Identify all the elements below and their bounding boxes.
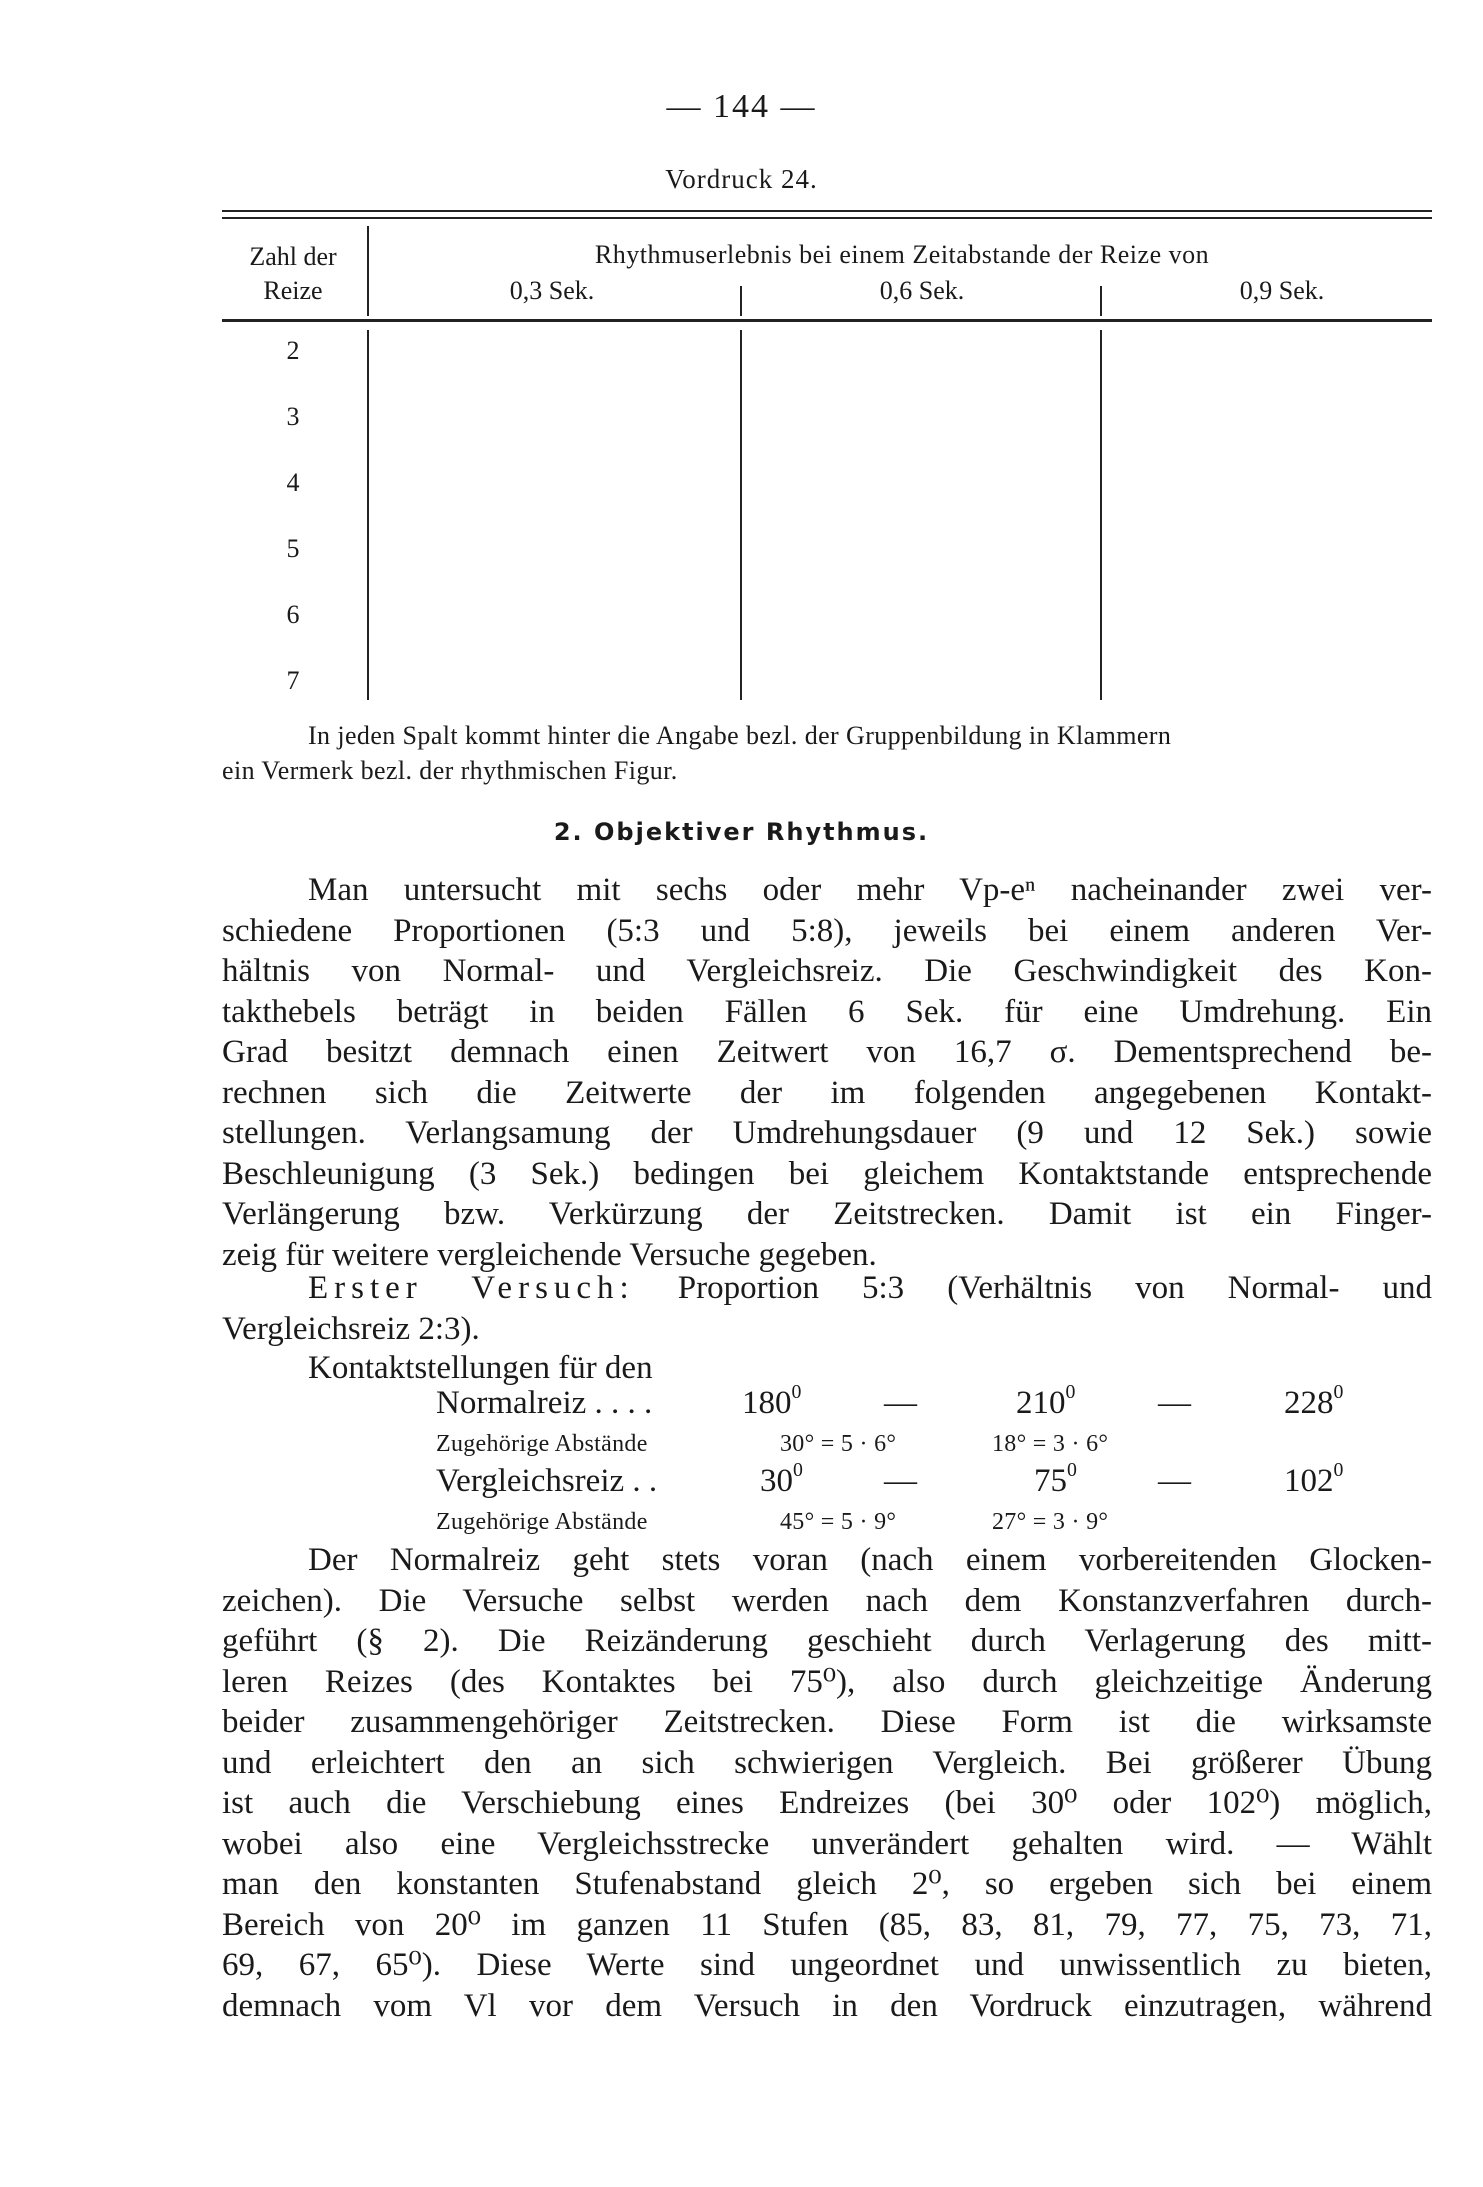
text-line: man den konstanten Stufenabstand gleich 2⁰, so ergeben sich bei einem <box>222 1866 1432 1902</box>
table-note: In jeden Spalt kommt hinter die Angabe bezl. der Gruppenbildung in Klammern ein Vermerk bezl. der rhythmischen Figur. <box>222 721 1172 785</box>
text-line: stellungen. Verlangsamung der Umdrehungsdauer (9 und 12 Sek.) sowie <box>222 1115 1432 1151</box>
column-divider <box>740 330 742 700</box>
text-line: geführt (§ 2). Die Reizänderung geschieht durch Verlagerung des mitt- <box>222 1623 1432 1659</box>
contact-value: $180^0$ <box>742 1381 802 1421</box>
text-line: Bereich von 20⁰ im ganzen 11 Stufen (85, 83, 81, 79, 77, 75, 73, 71, <box>222 1906 1432 1943</box>
text-line: Der Normalreiz geht stets voran (nach einem vorbereitenden Glocken- <box>308 1542 1432 1578</box>
comparison-stimulus-row: Vergleichsreiz . . $30^0$ — $75^0$ — $102^0$ <box>436 1459 1344 1499</box>
text-line: Vergleichsreiz 2:3). <box>222 1310 480 1347</box>
column-divider <box>740 286 742 316</box>
table-row-number: 5 <box>286 534 300 563</box>
column-header-count: Zahl der Reize <box>249 242 337 305</box>
text-line: Grad besitzt demnach einen Zeitwert von 16,7 σ. Dementsprechend be- <box>222 1034 1432 1070</box>
text-line: hältnis von Normal- und Vergleichsreiz. Die Geschwindigkeit des Kon- <box>222 953 1432 989</box>
contact-value: $30^0$ <box>760 1459 803 1499</box>
contact-value: $210^0$ <box>1016 1381 1076 1421</box>
column-divider <box>1100 330 1102 700</box>
text-line: Man untersucht mit sechs oder mehr Vp-eⁿ nacheinander zwei ver- <box>308 872 1432 908</box>
text-line: Verlängerung bzw. Verkürzung der Zeitstrecken. Damit ist ein Finger- <box>222 1196 1432 1232</box>
text-line: 69, 67, 65⁰). Diese Werte sind ungeordnet und unwissentlich zu bieten, <box>222 1947 1432 1983</box>
column-divider <box>1100 286 1102 316</box>
text-line: Kontaktstellungen für den <box>308 1350 653 1386</box>
column-header-0-3: 0,3 Sek. <box>509 276 595 305</box>
text-line: Erster Versuch: Proportion 5:3 (Verhältnis von Normal- und <box>308 1270 1432 1306</box>
experiment-label: Erster Versuch: <box>308 1270 635 1306</box>
column-header-0-6: 0,6 Sek. <box>879 276 965 305</box>
column-divider <box>367 330 369 700</box>
text-line: Beschleunigung (3 Sek.) bedingen bei gleichem Kontaktstande entsprechende <box>222 1155 1432 1192</box>
table-top-rule-double <box>222 217 1432 219</box>
text-line: schiedene Proportionen (5:3 und 5:8), jeweils bei einem anderen Ver- <box>222 912 1432 949</box>
table-row-number: 6 <box>286 600 300 629</box>
paragraph-procedure <box>222 1540 1432 2026</box>
column-header-0-9: 0,9 Sek. <box>1239 276 1325 305</box>
text-line: zeichen). Die Versuche selbst werden nach dem Konstanzverfahren durch- <box>222 1582 1432 1619</box>
comparison-gaps-row: Zugehörige Abstände 45° = 5 · 9° 27° = 3 · 9° <box>436 1509 1109 1535</box>
text-line: rechnen sich die Zeitwerte der im folgenden angegebenen Kontakt- <box>222 1074 1432 1111</box>
paragraph-intro <box>222 870 1432 1275</box>
normal-gaps-row: Zugehörige Abstände 30° = 5 · 6° 18° = 3 · 6° <box>436 1431 1109 1457</box>
text-line: wobei also eine Vergleichsstrecke unverändert gehalten wird. — Wählt <box>222 1825 1432 1862</box>
contact-value: $75^0$ <box>1034 1459 1077 1499</box>
text-line: takthebels beträgt in beiden Fällen 6 Sek. für eine Umdrehung. Ein <box>222 993 1432 1030</box>
table-row-number: 4 <box>286 468 300 497</box>
paragraph-first-experiment <box>222 1268 1432 1349</box>
form-caption: Vordruck 24. <box>665 164 818 194</box>
normal-stimulus-row: Normalreiz . . . . $180^0$ — $210^0$ — $228^0$ <box>436 1381 1344 1421</box>
table-row-number: 7 <box>286 666 300 695</box>
table-top-rule <box>222 210 1432 212</box>
paragraph-contacts-intro <box>222 1348 1432 1389</box>
section-heading: 2. Objektiver Rhythmus. <box>553 818 930 846</box>
column-group-header: Rhythmuserlebnis bei einem Zeitabstande der Reize von <box>594 240 1210 269</box>
contact-value: $228^0$ <box>1284 1381 1344 1421</box>
text-line: ist auch die Verschiebung eines Endreizes (bei 30⁰ oder 102⁰) möglich, <box>222 1785 1432 1821</box>
text-line: zeig für weitere vergleichende Versuche gegeben. <box>222 1236 877 1273</box>
table-header-rule <box>222 319 1432 322</box>
text-line: beider zusammengehöriger Zeitstrecken. Diese Form ist die wirksamste <box>222 1704 1432 1740</box>
table-row-number: 3 <box>286 402 300 431</box>
column-divider <box>367 226 369 316</box>
text-line: und erleichtert den an sich schwierigen Vergleich. Bei größerer Übung <box>222 1744 1432 1781</box>
form-table <box>222 204 1432 702</box>
contact-value: $102^0$ <box>1284 1459 1344 1499</box>
text-line: demnach vom Vl vor dem Versuch in den Vordruck einzutragen, während <box>222 1987 1432 2024</box>
table-row-number: 2 <box>286 336 300 365</box>
text-line: leren Reizes (des Kontaktes bei 75⁰), also durch gleichzeitige Änderung <box>222 1663 1432 1700</box>
page-number: — 144 — <box>666 88 817 125</box>
